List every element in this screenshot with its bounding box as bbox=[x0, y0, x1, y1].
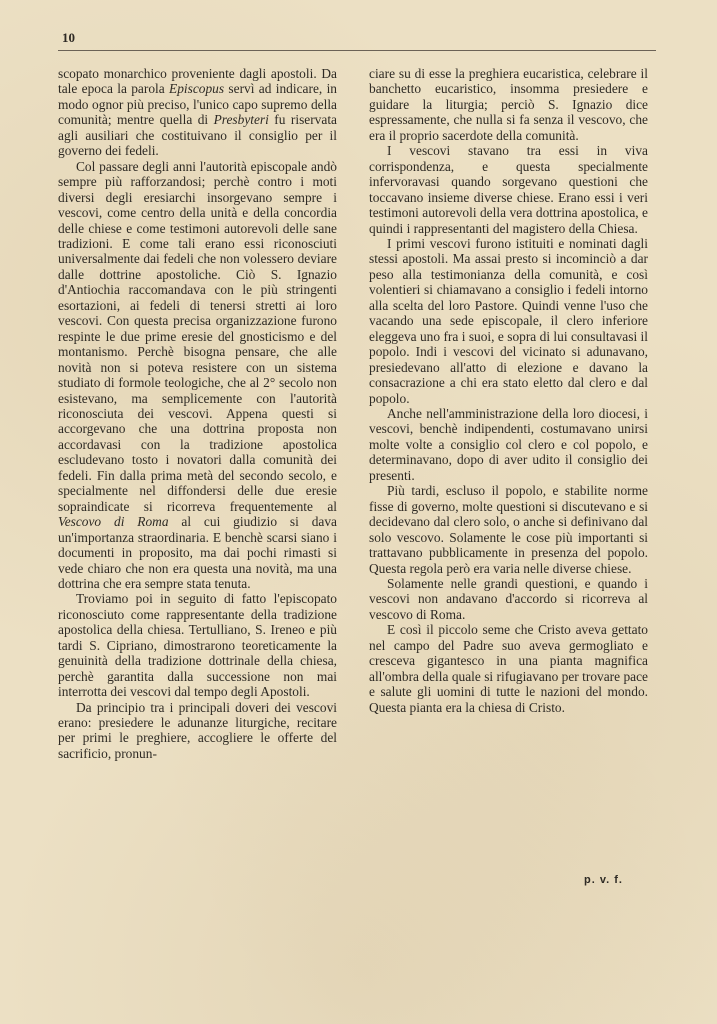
italic-term: Vescovo di Roma bbox=[58, 514, 169, 530]
page-number: 10 bbox=[62, 30, 75, 45]
paragraph bbox=[369, 236, 648, 406]
author-signature: p. v. f. bbox=[584, 874, 623, 886]
paragraph bbox=[58, 700, 337, 762]
paragraph bbox=[58, 159, 337, 592]
paragraph-text: I vescovi stavano tra essi in viva corrispondenza, e questa specialmente infervoravasi quando sorgevano questioni che toccavano insieme diverse chiese. Erano essi i veri testimoni autorevoli della vera dottrina apostolica, e quindi i rappresentanti del magistero della Chiesa. bbox=[369, 143, 648, 236]
paragraph-text: Solamente nelle grandi questioni, e quando i vescovi non andavano d'accordo si ricorreva al vescovo di Roma. bbox=[369, 575, 648, 622]
paragraph-text: Più tardi, escluso il popolo, e stabilite norme fisse di governo, molte questioni si discutevano e si decidevano dal clero solo, o anche si definivano dal solo vescovo. Solamente le cose più importanti si trattavano pubblicamente in presenza del popolo. Questa regola però era varia nelle diverse chiese. bbox=[369, 483, 648, 576]
paragraph bbox=[58, 591, 337, 699]
paragraph-text: Da principio tra i principali doveri dei vescovi erano: presiedere le adunanze liturgiche, recitare per primi le preghiere, accogliere le offerte del sacrificio, pronun- bbox=[58, 699, 337, 761]
paragraph bbox=[369, 576, 648, 622]
paragraph-text: ciare su di esse la preghiera eucaristica, celebrare il banchetto eucaristico, insomma presiedere e guidare la liturgia; perciò S. Ignazio dice espressamente, che nulla si fa senza il vescovo, che era il proprio sacerdote della comunità. bbox=[369, 66, 648, 143]
paragraph-text: fu riservata agli ausiliari che costituivano il consiglio per il governo dei fedeli. bbox=[58, 112, 337, 159]
header-rule bbox=[58, 50, 656, 51]
paragraph bbox=[369, 483, 648, 576]
paragraph bbox=[369, 622, 648, 715]
paragraph-text: Anche nell'amministrazione della loro diocesi, i vescovi, benchè indipendenti, costumavano unirsi molte volte a consiglio col clero e col popolo, e determinavano, dopo di aver udito il consiglio dei presenti. bbox=[369, 405, 648, 483]
italic-term: Presbyteri bbox=[213, 112, 269, 128]
paragraph-text: scopato monarchico proveniente dagli apostoli. Da tale epoca la parola bbox=[58, 66, 337, 97]
paragraph-text: servì ad indicare, in modo ognor più preciso, l'unico capo supremo della comunità; mentre quella di bbox=[58, 81, 337, 128]
left-column bbox=[58, 66, 337, 761]
paragraph bbox=[58, 66, 337, 159]
paragraph bbox=[369, 66, 648, 143]
paragraph-text: al cui giudizio si dava un'importanza straordinaria. E benchè scarsi siano i documenti in proposito, ma dai pochi rimasti si vede chiaro che non era questa una novità, ma una dottrina che era sempre stata tenuta. bbox=[58, 514, 337, 591]
paragraph-text: Troviamo poi in seguito di fatto l'episcopato riconosciuto come rappresentante della tradizione apostolica della chiesa. Tertulliano, S. Ireneo e più tardi S. Cipriano, dimostrarono teoreticamente la genuinità della tradizione dottrinale della chiesa, perchè garantita dalla successione non mai interrotta dei vescovi dal tempo degli Apostoli. bbox=[58, 591, 337, 700]
paragraph-text: E così il piccolo seme che Cristo aveva gettato nel campo del Padre suo aveva germogliato e cresceva gigantesco in una pianta magnifica all'ombra della quale si rifugiavano per trovare pace e salute gli uomini di tutte le nazioni del mondo. Questa pianta era la chiesa di Cristo. bbox=[369, 622, 648, 715]
paragraph bbox=[369, 143, 648, 236]
paragraph bbox=[369, 406, 648, 483]
italic-term: Episcopus bbox=[169, 81, 225, 97]
paragraph-text: Col passare degli anni l'autorità episcopale andò sempre più rafforzandosi; perchè contro i moti diversi degli eresiarchi insorgevano sempre i vescovi, come centro della unità e della concordia delle chiese e come testimoni autorevoli delle sane tradizioni. E come tali erano essi riconosciuti universalmente dai fedeli che non volessero deviare dalle dottrine apostoliche. Ciò S. Ignazio d'Antiochia raccomandava con le più stringenti esortazioni, ai fedeli di tenersi stretti ai loro vescovi. Con questa precisa organizzazione furono respinte le due prime eresie del gnosticismo e del montanismo. Perchè bisogna pensare, che alle novità non si poteva resistere con un sistema studiato di formole teologiche, che al 2° secolo non esistevano, ma semplicemente con l'autorità riconosciuta dei vescovi. Appena questi si accorgevano che una dottrina proposta non accordavasi con la tradizione apostolica escludevano tosto i novatori dalla comunità dei fedeli. Fin dalla prima metà del secondo secolo, e specialmente nel diffondersi delle due eresie sopraindicate si ricorreva frequentemente al bbox=[58, 158, 337, 514]
right-column bbox=[369, 66, 648, 715]
paragraph-text: I primi vescovi furono istituiti e nominati dagli stessi apostoli. Ma assai presto si incominciò a dar peso alla testimonianza della comunità, e così volentieri si chiamavano a consiglio i fedeli intorno alla scelta del loro Pastore. Quindi venne l'uso che vacando una sede episcopale, il clero inferiore eleggeva uno fra i suoi, e sopra di lui consultavasi il popolo. Indi i vescovi del vicinato si adunavano, presiedevano all'atto di elezione e davano la consacrazione a chi era stato eletto dal clero e dal popolo. bbox=[369, 235, 648, 406]
